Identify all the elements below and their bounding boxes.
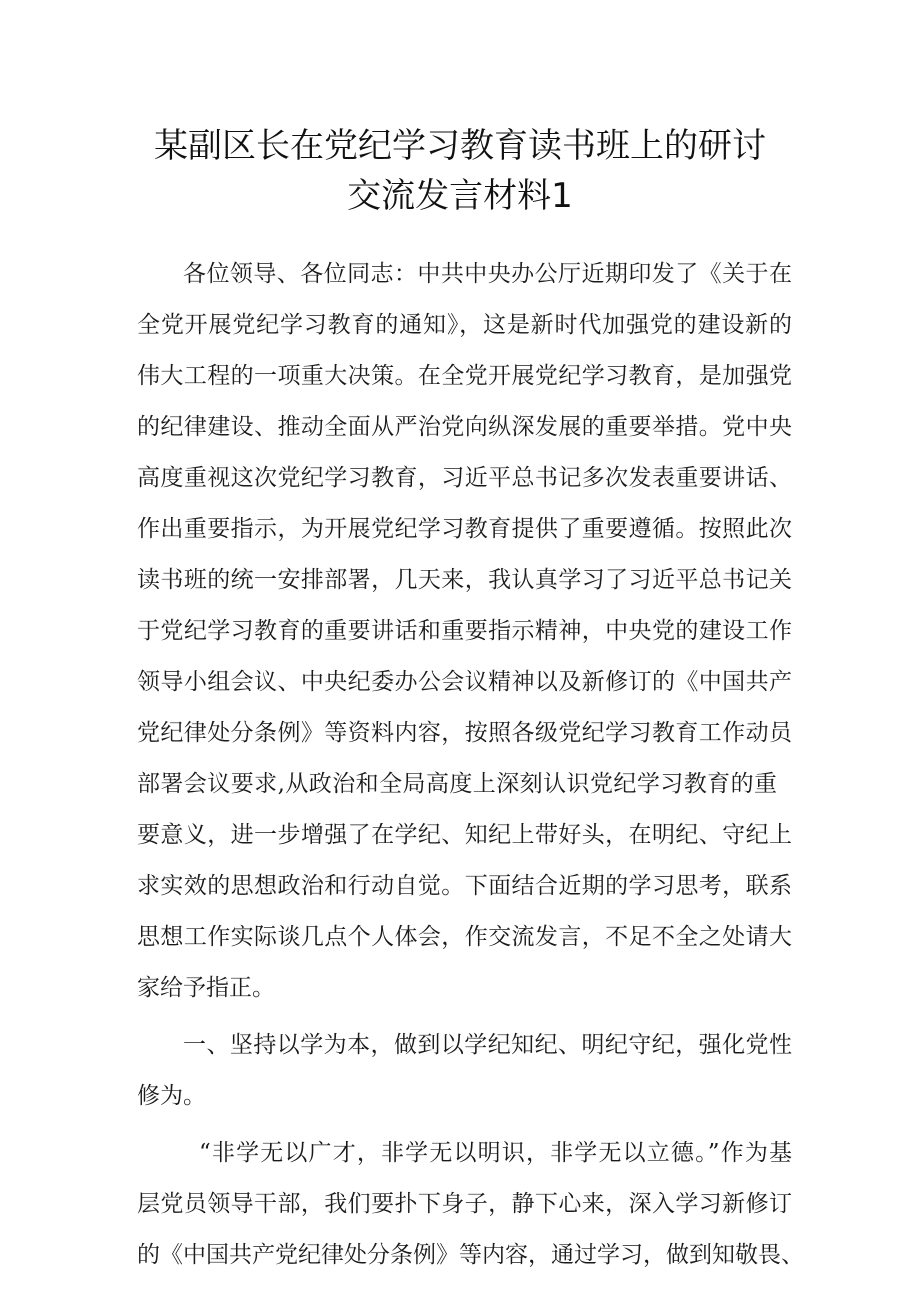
paragraph-line: 领导小组会议、中央纪委办公会议精神以及新修订的《中国共产 bbox=[137, 669, 792, 695]
document-title-line-1: 某副区长在党纪学习教育读书班上的研讨 bbox=[154, 126, 766, 166]
paragraph-line: 于党纪学习教育的重要讲话和重要指示精神，中央党的建设工作 bbox=[137, 618, 792, 644]
section-heading-line: 一、坚持以学为本，做到以学纪知纪、明纪守纪，强化党性 bbox=[183, 1032, 792, 1058]
paragraph-line: “非学无以广才，非学无以明识，非学无以立德。”作为基 bbox=[199, 1140, 792, 1166]
paragraph-line: 求实效的思想政治和行动自觉。下面结合近期的学习思考，联系 bbox=[137, 873, 792, 899]
paragraph-line: 读书班的统一安排部署，几天来，我认真学习了习近平总书记关 bbox=[137, 567, 792, 593]
document-title-line-2: 交流发言材料1 bbox=[347, 176, 573, 216]
paragraph-line: 层党员领导干部，我们要扑下身子，静下心来，深入学习新修订 bbox=[137, 1191, 792, 1217]
paragraph-line: 要意义，进一步增强了在学纪、知纪上带好头，在明纪、守纪上 bbox=[137, 822, 792, 848]
paragraph-line: 部署会议要求,从政治和全局高度上深刻认识党纪学习教育的重 bbox=[137, 771, 777, 797]
paragraph-line: 作出重要指示，为开展党纪学习教育提供了重要遵循。按照此次 bbox=[137, 516, 792, 542]
section-heading-line: 修为。 bbox=[137, 1083, 206, 1109]
paragraph-line: 全党开展党纪学习教育的通知》，这是新时代加强党的建设新的 bbox=[137, 312, 792, 338]
paragraph-line: 思想工作实际谈几点个人体会，作交流发言，不足不全之处请大 bbox=[137, 924, 792, 950]
paragraph-line: 伟大工程的一项重大决策。在全党开展党纪学习教育，是加强党 bbox=[137, 363, 792, 389]
paragraph-line: 家给予指正。 bbox=[137, 975, 275, 1001]
paragraph-line: 党纪律处分条例》等资料内容，按照各级党纪学习教育工作动员 bbox=[137, 720, 792, 746]
paragraph-line: 各位领导、各位同志：中共中央办公厅近期印发了《关于在 bbox=[183, 261, 792, 287]
paragraph-line: 的《中国共产党纪律处分条例》等内容，通过学习，做到知敬畏、 bbox=[137, 1242, 804, 1268]
paragraph-line: 的纪律建设、推动全面从严治党向纵深发展的重要举措。党中央 bbox=[137, 414, 792, 440]
paragraph-line: 高度重视这次党纪学习教育，习近平总书记多次发表重要讲话、 bbox=[137, 465, 792, 491]
